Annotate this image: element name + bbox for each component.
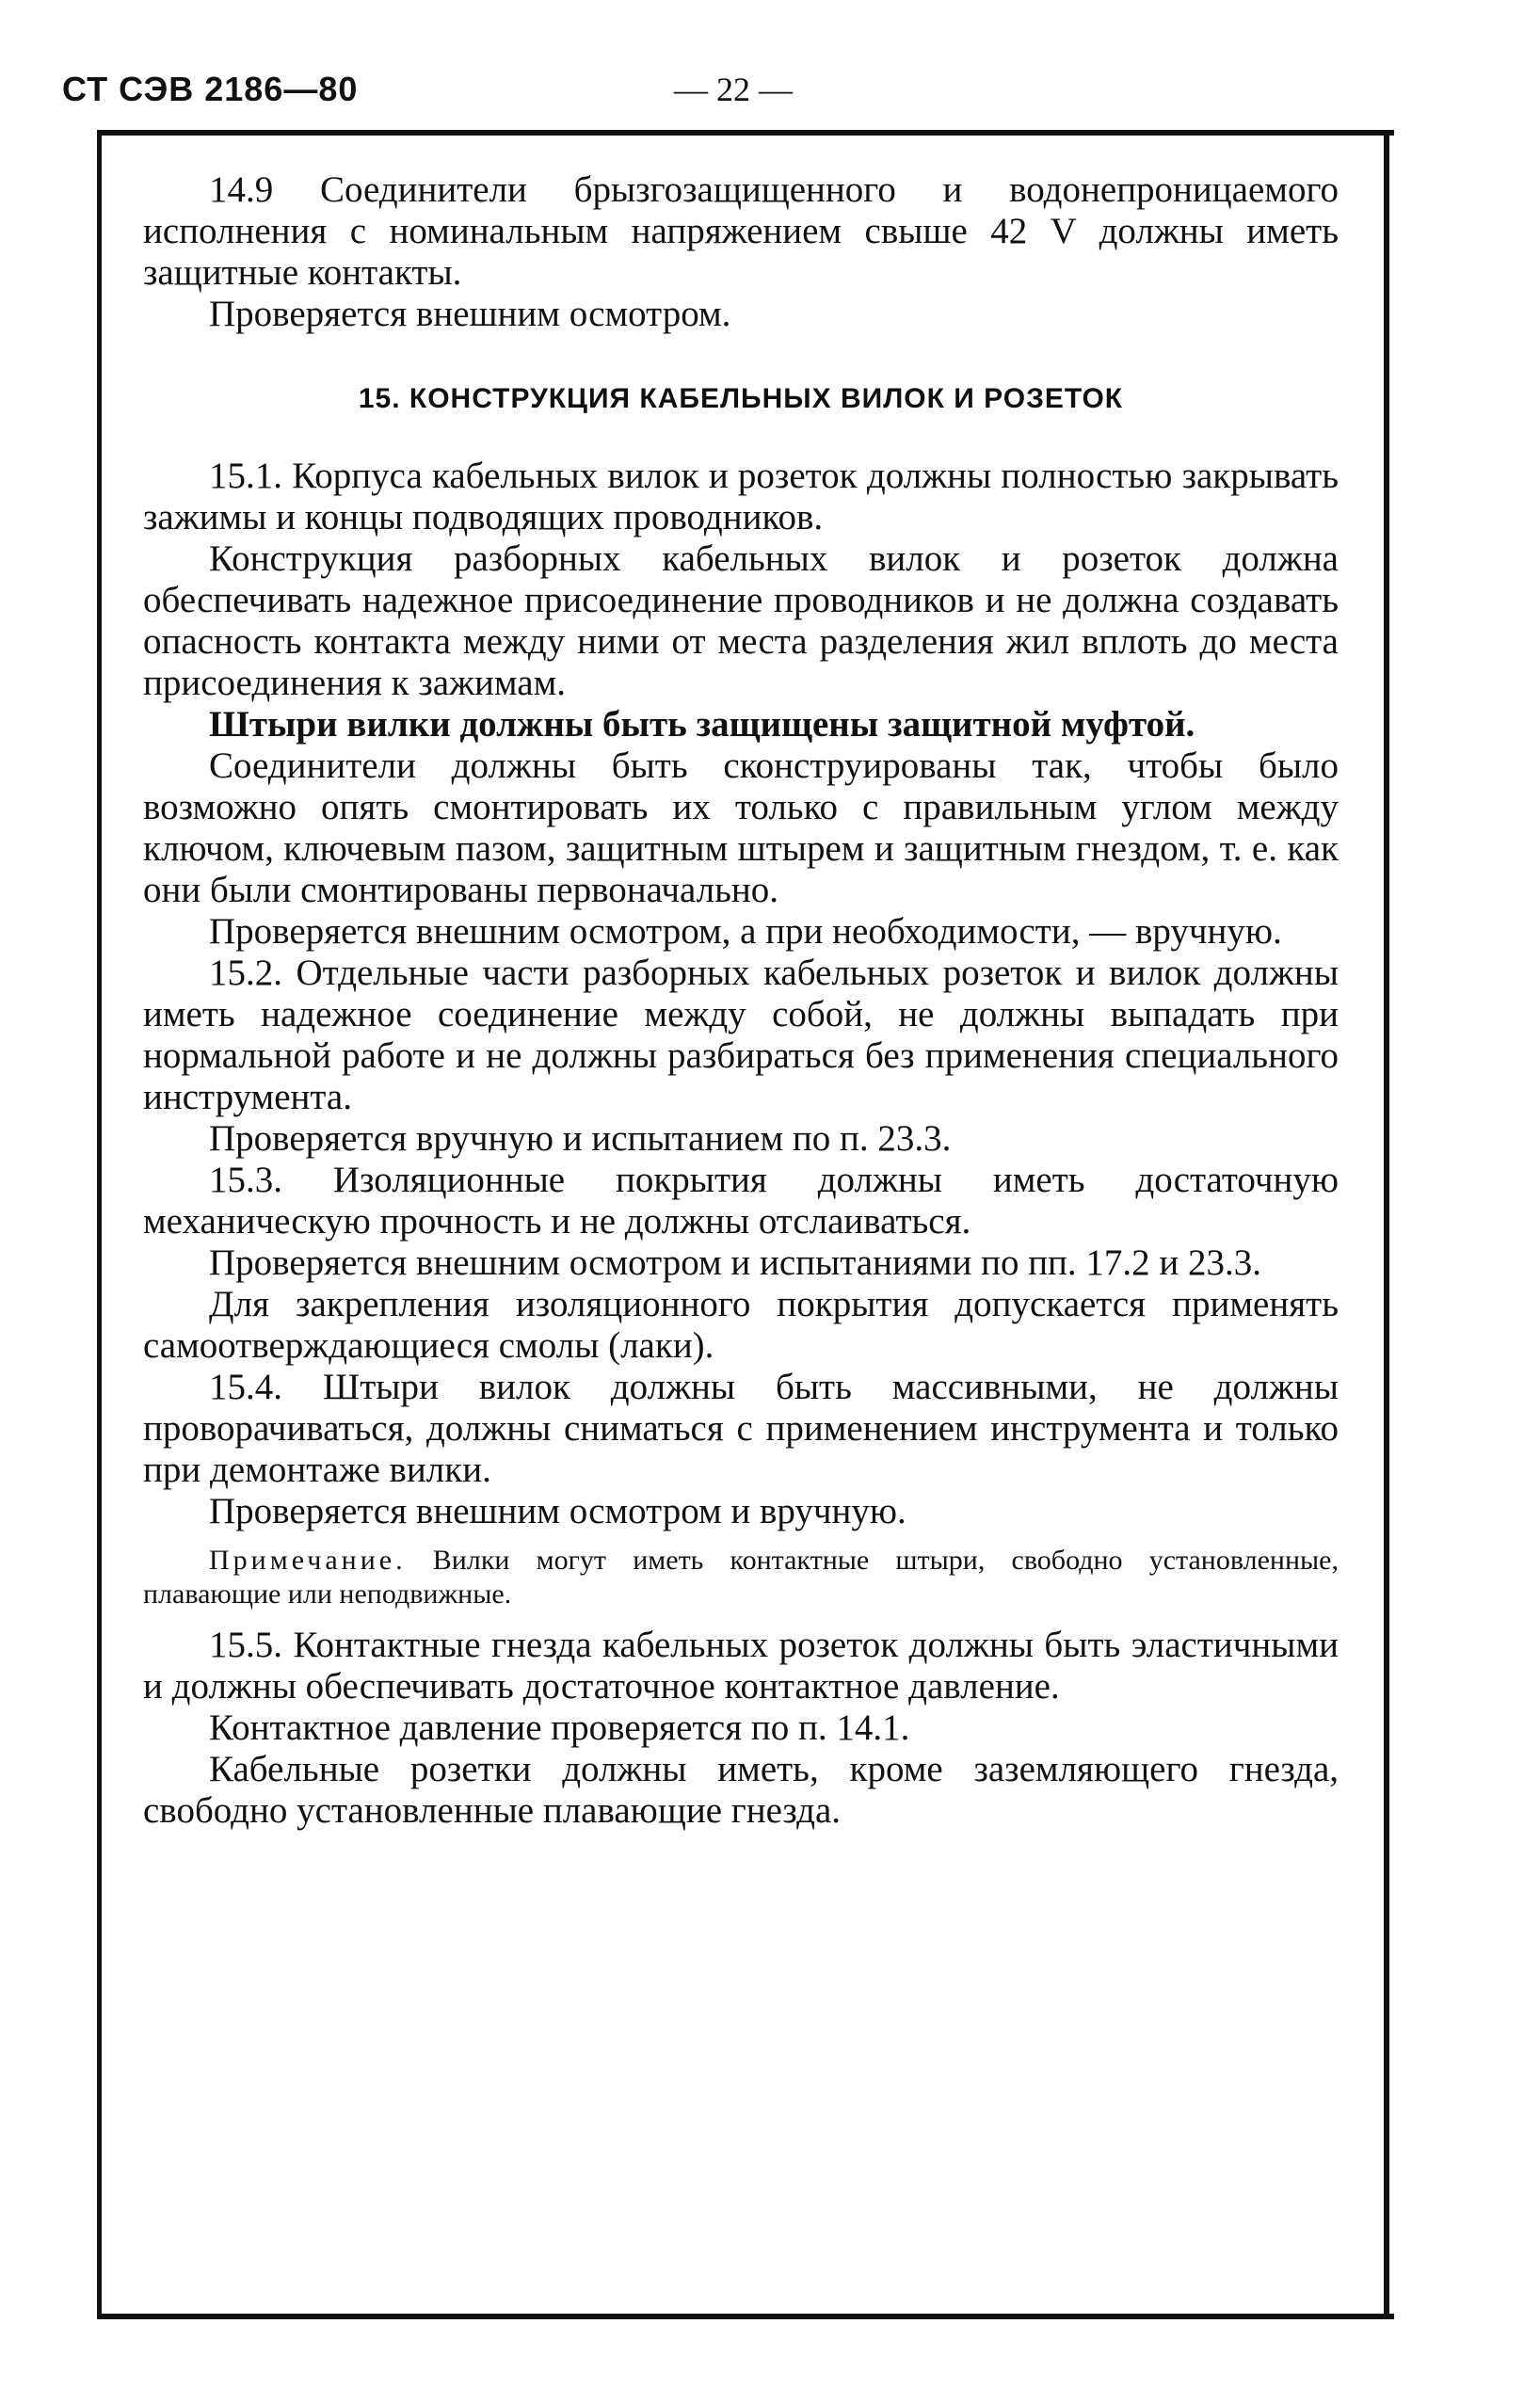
section-heading: 15. КОНСТРУКЦИЯ КАБЕЛЬНЫХ ВИЛОК И РОЗЕТОК [358,383,1124,414]
running-header [62,70,1380,126]
clause-15-4-check: Проверяется внешним осмотром и вручную. [209,1491,906,1531]
note-text: Вилки могут иметь контактные штыри, свободно установленные, плавающие или неподвижные. [143,1545,1339,1610]
clause-15-1: 15.1. Корпуса кабельных вилок и розеток должны полностью закрывать зажимы и концы подводящих проводников. [143,456,1339,537]
clause-14-9-check: Проверяется внешним осмотром. [209,294,731,334]
clause-15-2-check: Проверяется вручную и испытанием по п. 23.3. [209,1118,952,1159]
clause-15-5: 15.5. Контактные гнезда кабельных розеток должны быть эластичными и должны обеспечивать достаточное контактное давление. [143,1625,1339,1707]
frame-left-border [97,130,102,2316]
clause-15-1-check: Проверяется внешним осмотром, а при необходимости, — вручную. [209,911,1282,952]
clause-15-1-pins: Штыри вилки должны быть защищены защитной муфтой. [209,704,1195,745]
frame-top-border [97,130,1394,136]
note-label: Примечание. [209,1545,407,1576]
frame-right-border [1384,130,1389,2316]
note [143,1544,1339,1611]
page-body [143,169,1339,1832]
clause-15-3-resins: Для закрепления изоляционного покрытия допускается применять самоотверждающиеся смолы (лаки). [143,1284,1339,1366]
clause-15-5-sockets: Кабельные розетки должны иметь, кроме заземляющего гнезда, свободно установленные плавающие гнезда. [143,1749,1339,1831]
clause-14-9: 14.9 Соединители брызгозащищенного и водонепроницаемого исполнения с номинальным напряжением свыше 42 V должны иметь защитные контакты. [143,169,1339,293]
clause-15-2: 15.2. Отдельные части разборных кабельных розеток и вилок должны иметь надежное соединение между собой, не должны выпадать при нормальной работе и не должны разбираться без применения специального инструмента. [143,953,1339,1117]
clause-15-4: 15.4. Штыри вилок должны быть массивными, не должны проворачиваться, должны сниматься с применением инструмента и только при демонтаже вилки. [143,1367,1339,1490]
clause-15-1-connectors: Соединители должны быть сконструированы так, чтобы было возможно опять смонтировать их только с правильным углом между ключом, ключевым пазом, защитным штырем и защитным гнездом, т. е. как они были смонтированы первоначально. [143,745,1339,910]
clause-15-5-check: Контактное давление проверяется по п. 14.1. [209,1707,910,1748]
frame-bottom-border [97,2314,1394,2319]
clause-15-1-construction: Конструкция разборных кабельных вилок и розеток должна обеспечивать надежное присоединение проводников и не должна создавать опасность контакта между ними от места разделения жил вплоть до места присоединения к зажимам. [143,538,1339,703]
clause-15-3-check: Проверяется внешним осмотром и испытаниями по пп. 17.2 и 23.3. [209,1242,1262,1283]
page-number: — 22 — [674,71,793,108]
document-code: СТ СЭВ 2186—80 [62,70,359,108]
clause-15-3: 15.3. Изоляционные покрытия должны иметь достаточную механическую прочность и не должны отслаиваться. [143,1160,1339,1242]
